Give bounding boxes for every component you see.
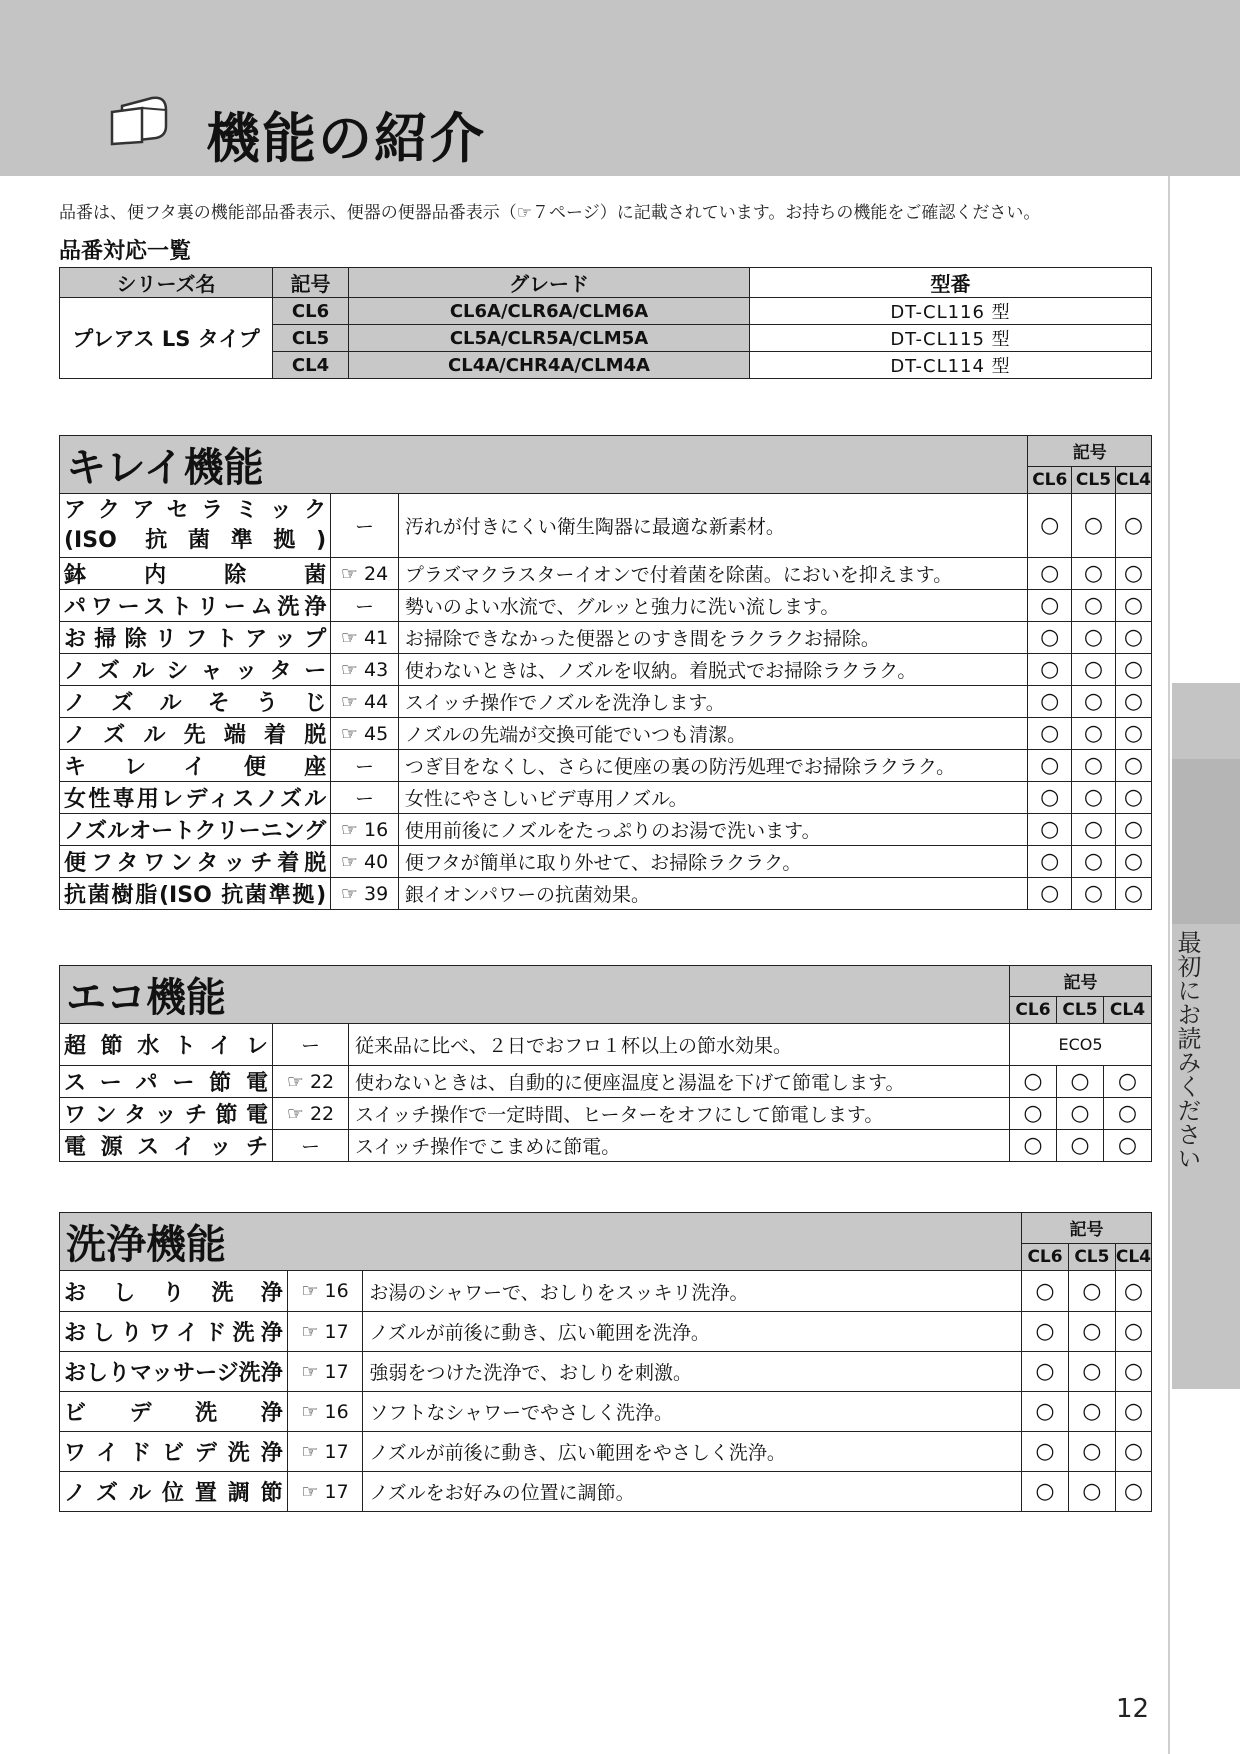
availability-mark: ○ [1028,750,1072,782]
code-header-cell: CL6 [1022,1243,1069,1270]
page-header [0,0,1240,176]
model-cell: DT-CL115 型 [750,325,1152,352]
feature-name: おしり洗浄 [60,1271,288,1312]
feature-name: キレイ便座 [60,750,331,782]
feature-name: ノズル先端着脱 [60,718,331,750]
availability-mark: ○ [1068,1472,1115,1512]
feature-row [60,1271,1152,1312]
page-reference: ー [273,1130,349,1162]
feature-row [60,814,1152,846]
availability-mark: ○ [1072,846,1116,878]
feature-description: お掃除できなかった便器とのすき間をラクラクお掃除。 [398,622,1028,654]
feature-row [60,1066,1152,1098]
feature-name: 鉢内除菌 [60,558,331,590]
side-tab-dark [1172,759,1240,924]
toilet-seat-icon [108,86,178,152]
availability-mark: ○ [1028,654,1072,686]
availability-mark: ○ [1022,1432,1069,1472]
feature-description: ノズルが前後に動き、広い範囲をやさしく洗浄。 [363,1432,1022,1472]
code-header-cell: CL4 [1104,996,1152,1023]
availability-mark: ○ [1115,814,1151,846]
feature-description: ノズルの先端が交換可能でいつも清潔。 [398,718,1028,750]
model-table [59,267,1152,379]
code-header-label: 記号 [1028,436,1152,467]
availability-mark: ○ [1028,494,1072,558]
availability-mark: ○ [1115,1312,1151,1352]
page-reference: ☞ 45 [331,718,399,750]
code-header-label: 記号 [1022,1213,1152,1244]
header-series: シリーズ名 [60,268,273,298]
code-header-cell: CL6 [1028,466,1072,493]
availability-mark: ○ [1028,878,1072,910]
availability-mark: ○ [1115,494,1151,558]
feature-row [60,622,1152,654]
page-reference: ー [273,1024,349,1066]
feature-description: 銀イオンパワーの抗菌効果。 [398,878,1028,910]
availability-mark: ○ [1072,718,1116,750]
feature-description: プラズマクラスターイオンで付着菌を除菌。においを抑えます。 [398,558,1028,590]
availability-mark: ○ [1028,590,1072,622]
feature-name: おしりマッサージ洗浄 [60,1352,288,1392]
feature-description: ソフトなシャワーでやさしく洗浄。 [363,1392,1022,1432]
grade-cell: CL6A/CLR6A/CLM6A [349,298,750,325]
availability-mark: ○ [1072,558,1116,590]
availability-mark: ○ [1115,718,1151,750]
page-reference: ☞ 16 [287,1392,363,1432]
availability-mark: ○ [1115,750,1151,782]
feature-description: 勢いのよい水流で、グルッと強力に洗い流します。 [398,590,1028,622]
eco-rating: ECO5 [1010,1024,1152,1066]
feature-row [60,878,1152,910]
availability-mark: ○ [1072,782,1116,814]
feature-description: 使わないときは、ノズルを収納。着脱式でお掃除ラクラク。 [398,654,1028,686]
feature-name: ワイドビデ洗浄 [60,1432,288,1472]
availability-mark: ○ [1115,590,1151,622]
feature-description: 使用前後にノズルをたっぷりのお湯で洗います。 [398,814,1028,846]
availability-mark: ○ [1022,1472,1069,1512]
page-title: 機能の紹介 [206,107,486,170]
feature-description: ノズルをお好みの位置に調節。 [363,1472,1022,1512]
feature-name: パワーストリーム洗浄 [60,590,331,622]
feature-name: ノズル位置調節 [60,1472,288,1512]
feature-name: 抗菌樹脂(ISO 抗菌準拠) [60,878,331,910]
availability-mark: ○ [1104,1130,1152,1162]
feature-description: スイッチ操作でノズルを洗浄します。 [398,686,1028,718]
page-reference: ☞ 22 [273,1066,349,1098]
feature-name: 便フタワンタッチ着脱 [60,846,331,878]
section-title: キレイ機能 [60,436,1028,494]
model-cell: DT-CL116 型 [750,298,1152,325]
page-reference: ☞ 22 [273,1098,349,1130]
availability-mark: ○ [1028,686,1072,718]
feature-row [60,1024,1152,1066]
availability-mark: ○ [1072,814,1116,846]
availability-mark: ○ [1010,1098,1057,1130]
series-name: プレアス LS タイプ [60,298,273,379]
feature-description: スイッチ操作で一定時間、ヒーターをオフにして節電します。 [349,1098,1010,1130]
availability-mark: ○ [1028,622,1072,654]
availability-mark: ○ [1028,846,1072,878]
availability-mark: ○ [1010,1130,1057,1162]
page-reference: ー [331,782,399,814]
feature-name: ノズルオートクリーニング [60,814,331,846]
feature-name: お掃除リフトアップ [60,622,331,654]
availability-mark: ○ [1104,1066,1152,1098]
feature-description: 汚れが付きにくい衛生陶器に最適な新素材。 [398,494,1028,558]
availability-mark: ○ [1022,1352,1069,1392]
availability-mark: ○ [1115,1392,1151,1432]
availability-mark: ○ [1072,686,1116,718]
page-reference: ☞ 17 [287,1352,363,1392]
code-header-label: 記号 [1010,966,1152,997]
availability-mark: ○ [1115,686,1151,718]
feature-row [60,494,1152,558]
availability-mark: ○ [1072,750,1116,782]
page-reference: ☞ 43 [331,654,399,686]
section-title: エコ機能 [60,966,1010,1024]
availability-mark: ○ [1057,1066,1104,1098]
model-cell: DT-CL114 型 [750,352,1152,379]
availability-mark: ○ [1028,814,1072,846]
availability-mark: ○ [1115,1352,1151,1392]
feature-row [60,558,1152,590]
feature-name: ビデ洗浄 [60,1392,288,1432]
page-reference: ☞ 17 [287,1312,363,1352]
code-header-cell: CL5 [1072,466,1116,493]
feature-row [60,1432,1152,1472]
page-reference: ☞ 40 [331,846,399,878]
feature-row [60,750,1152,782]
code-header-cell: CL6 [1010,996,1057,1023]
feature-description: ノズルが前後に動き、広い範囲を洗浄。 [363,1312,1022,1352]
availability-mark: ○ [1068,1352,1115,1392]
feature-row [60,782,1152,814]
feature-row [60,654,1152,686]
feature-description: つぎ目をなくし、さらに便座の裏の防汚処理でお掃除ラクラク。 [398,750,1028,782]
availability-mark: ○ [1072,878,1116,910]
availability-mark: ○ [1072,494,1116,558]
page-reference: ☞ 17 [287,1432,363,1472]
header-model: 型番 [750,268,1152,298]
header-grade: グレード [349,268,750,298]
page-reference: ☞ 16 [287,1271,363,1312]
page-number: 12 [1116,1694,1150,1724]
code-header-cell: CL5 [1057,996,1104,1023]
feature-row [60,718,1152,750]
availability-mark: ○ [1072,654,1116,686]
page-reference: ー [331,750,399,782]
page-reference: ☞ 17 [287,1472,363,1512]
feature-row [60,1312,1152,1352]
availability-mark: ○ [1115,1432,1151,1472]
grade-cell: CL4A/CHR4A/CLM4A [349,352,750,379]
availability-mark: ○ [1104,1098,1152,1130]
availability-mark: ○ [1115,1472,1151,1512]
feature-description: 便フタが簡単に取り外せて、お掃除ラクラク。 [398,846,1028,878]
availability-mark: ○ [1028,718,1072,750]
grade-cell: CL5A/CLR5A/CLM5A [349,325,750,352]
feature-row [60,590,1152,622]
availability-mark: ○ [1068,1271,1115,1312]
availability-mark: ○ [1072,622,1116,654]
feature-name: 電源スイッチ [60,1130,273,1162]
availability-mark: ○ [1022,1271,1069,1312]
availability-mark: ○ [1010,1066,1057,1098]
availability-mark: ○ [1022,1312,1069,1352]
feature-row [60,1098,1152,1130]
feature-name: おしりワイド洗浄 [60,1312,288,1352]
section-title: 洗浄機能 [60,1213,1022,1271]
feature-row [60,1352,1152,1392]
availability-mark: ○ [1115,1271,1151,1312]
model-table-title: 品番対応一覧 [59,239,192,264]
availability-mark: ○ [1028,782,1072,814]
availability-mark: ○ [1068,1432,1115,1472]
feature-name: ノズルシャッター [60,654,331,686]
feature-description: 強弱をつけた洗浄で、おしりを刺激。 [363,1352,1022,1392]
code-header-cell: CL4 [1115,466,1151,493]
page-reference: ☞ 41 [331,622,399,654]
availability-mark: ○ [1072,590,1116,622]
availability-mark: ○ [1057,1098,1104,1130]
code-cell: CL6 [273,298,349,325]
feature-description: 使わないときは、自動的に便座温度と湯温を下げて節電します。 [349,1066,1010,1098]
code-cell: CL5 [273,325,349,352]
code-header-cell: CL4 [1115,1243,1151,1270]
feature-row [60,686,1152,718]
page-reference: ☞ 16 [331,814,399,846]
feature-name: 女性専用レディスノズル [60,782,331,814]
availability-mark: ○ [1115,622,1151,654]
page-reference: ー [331,590,399,622]
feature-description: お湯のシャワーで、おしりをスッキリ洗浄。 [363,1271,1022,1312]
side-tab-label: 最初にお読みください [1173,930,1201,1170]
code-header-cell: CL5 [1068,1243,1115,1270]
feature-row [60,1472,1152,1512]
availability-mark: ○ [1057,1130,1104,1162]
feature-row [60,846,1152,878]
side-tab-light [1172,683,1240,759]
page-reference: ☞ 24 [331,558,399,590]
feature-name: 超節水トイレ [60,1024,273,1066]
header-code: 記号 [273,268,349,298]
availability-mark: ○ [1115,654,1151,686]
feature-row [60,1392,1152,1432]
availability-mark: ○ [1115,846,1151,878]
feature-name: ワンタッチ節電 [60,1098,273,1130]
feature-name: ノズルそうじ [60,686,331,718]
page-reference: ー [331,494,399,558]
availability-mark: ○ [1028,558,1072,590]
availability-mark: ○ [1115,558,1151,590]
intro-text: 品番は、便フタ裏の機能部品番表示、便器の便器品番表示（☞７ページ）に記載されています。お持ちの機能をご確認ください。 [59,203,1041,223]
kirei-function-table [59,435,1152,910]
availability-mark: ○ [1022,1392,1069,1432]
feature-name: アクアセラミック (ISO 抗菌準拠) [60,494,331,558]
senjo-function-table [59,1212,1152,1512]
feature-description: 女性にやさしいビデ専用ノズル。 [398,782,1028,814]
feature-description: 従来品に比べ、２日でおフロ１杯以上の節水効果。 [349,1024,1010,1066]
eco-function-table [59,965,1152,1162]
availability-mark: ○ [1115,782,1151,814]
feature-description: スイッチ操作でこまめに節電。 [349,1130,1010,1162]
availability-mark: ○ [1115,878,1151,910]
feature-name: スーパー節電 [60,1066,273,1098]
availability-mark: ○ [1068,1392,1115,1432]
page-reference: ☞ 44 [331,686,399,718]
feature-row [60,1130,1152,1162]
availability-mark: ○ [1068,1312,1115,1352]
page-reference: ☞ 39 [331,878,399,910]
code-cell: CL4 [273,352,349,379]
